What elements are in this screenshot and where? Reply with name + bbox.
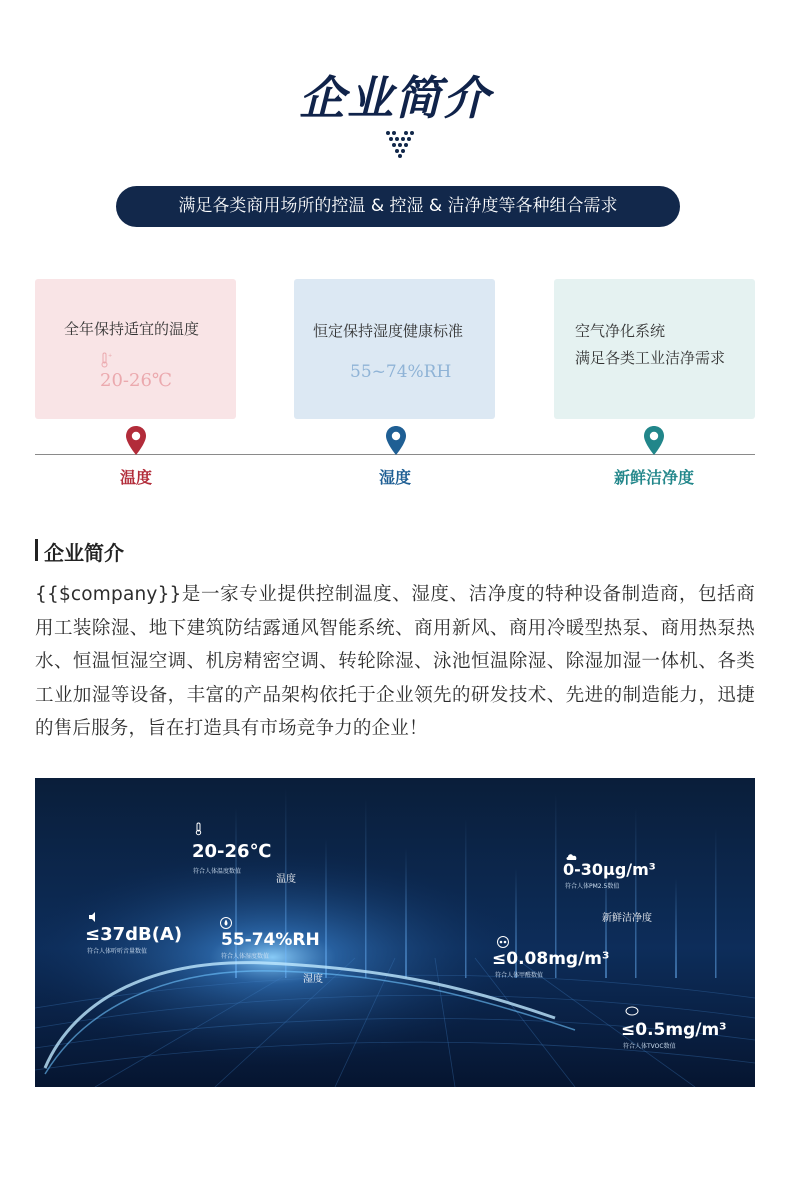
thermometer-icon <box>100 352 112 368</box>
svg-text:+: + <box>108 353 112 359</box>
humidity-card <box>294 279 495 419</box>
section-title: 企业简介 <box>44 541 124 565</box>
section-marker <box>35 539 38 561</box>
map-pin-icon <box>642 425 666 457</box>
decorative-dots-icon <box>385 130 415 158</box>
tvoc-overlay-value: ≤0.5mg/m³ <box>621 1020 727 1040</box>
temperature-card-title: 全年保持适宜的温度 <box>64 320 200 338</box>
humidity-card-title: 恒定保持湿度健康标准 <box>313 322 464 340</box>
formaldehyde-overlay-value: ≤0.08mg/m³ <box>492 949 610 969</box>
thermometer-icon <box>193 822 207 836</box>
noise-overlay-value: ≤37dB(A) <box>85 924 183 945</box>
temperature-overlay-value: 20-26℃ <box>192 841 272 862</box>
humidity-overlay-label: 湿度 <box>303 974 323 985</box>
humidity-overlay-value: 55-74%RH <box>221 930 320 950</box>
tvoc-overlay-caption: 符合人体TVOC数值 <box>623 1043 676 1050</box>
hero-image <box>35 778 755 1087</box>
molecule-icon <box>496 935 510 949</box>
purification-card-line-1: 空气净化系统 <box>575 322 666 340</box>
banner: 满足各类商用场所的控温 & 控湿 & 洁净度等各种组合需求 <box>116 186 680 227</box>
sound-icon <box>87 910 101 924</box>
pm25-overlay-value: 0-30μg/m³ <box>563 860 656 879</box>
humidity-icon <box>219 916 233 930</box>
temperature-overlay-label: 温度 <box>276 874 296 885</box>
temperature-card <box>35 279 236 419</box>
map-pin-icon <box>384 425 408 457</box>
map-pin-icon <box>124 425 148 457</box>
pm25-overlay-caption: 符合人体PM2.5数值 <box>565 883 620 890</box>
temperature-card-value: 20-26℃ <box>100 370 173 391</box>
freshness-overlay-label: 新鲜洁净度 <box>602 913 652 924</box>
timeline-label-temperature: 温度 <box>119 468 152 487</box>
tvoc-icon <box>625 1004 639 1018</box>
timeline-label-freshness: 新鲜洁净度 <box>613 468 694 487</box>
timeline-label-humidity: 湿度 <box>378 468 411 487</box>
page-title: 企业简介 <box>299 71 491 125</box>
company-intro-text: {{$company}}是一家专业提供控制温度、湿度、洁净度的特种设备制造商，包括商用工装除湿、地下建筑防结露通风智能系统、商用新风、商用冷暖型热泵、商用热泵热水、恒温恒湿空调、机房精密空调、转轮除湿、泳池恒温除湿、除湿加湿一体机、各类工业加湿等设备，丰富的产品架构依托于企业领先的研发技术、先进的制造能力，迅捷的售后服务，旨在打造具有市场竞争力的企业！ <box>35 584 755 739</box>
temperature-overlay-caption: 符合人体温度数值 <box>193 868 242 875</box>
noise-overlay-caption: 符合人体听听音量数值 <box>87 948 148 955</box>
humidity-card-value: 55~74%RH <box>350 362 452 382</box>
humidity-overlay-caption: 符合人体湿度数值 <box>221 953 270 960</box>
purification-card-line-2: 满足各类工业洁净需求 <box>575 349 726 367</box>
formaldehyde-overlay-caption: 符合人体甲醛数值 <box>495 972 544 979</box>
